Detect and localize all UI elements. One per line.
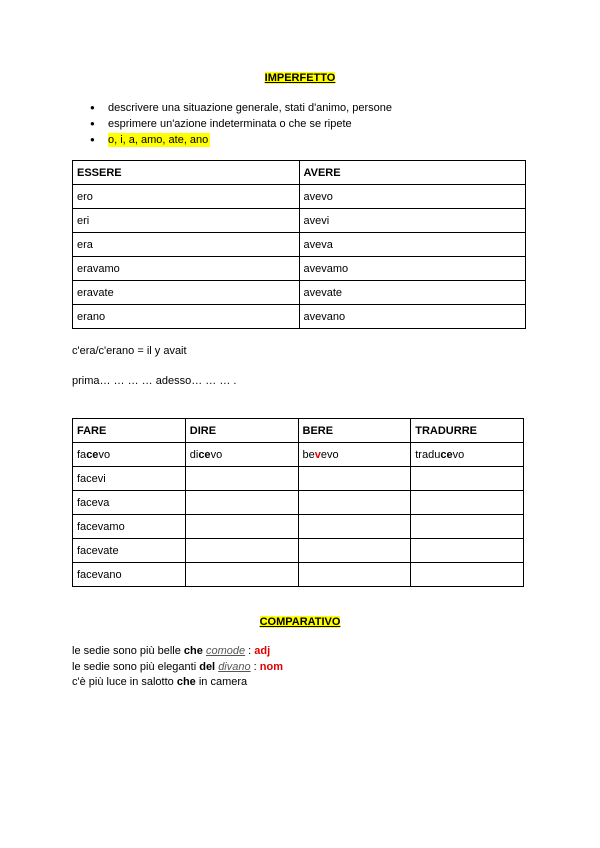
table-row [73, 563, 524, 587]
list-item-highlighted: ● o, i, a, amo, ate, ano [90, 133, 392, 149]
header-dire: DIRE [185, 419, 298, 443]
table-header-row [73, 419, 524, 443]
cell: facevate [73, 539, 186, 563]
cell [185, 467, 298, 491]
cell-traducevo: traducevo [411, 443, 524, 467]
header-tradurre: TRADURRE [411, 419, 524, 443]
cell: avevi [299, 209, 526, 233]
cell [411, 491, 524, 515]
imperfetto-title: IMPERFETTO [264, 72, 336, 84]
table-row [73, 467, 524, 491]
list-item: ● esprimere un'azione indeterminata o che se ripete [90, 117, 392, 133]
cell [185, 491, 298, 515]
comparativo-title: COMPARATIVO [259, 616, 341, 628]
cell [411, 515, 524, 539]
table-row [73, 281, 526, 305]
imperfetto-bullet-list [90, 101, 392, 149]
cell [411, 563, 524, 587]
table-row [73, 209, 526, 233]
prima-adesso-note: prima… … … … adesso… … … . [72, 375, 237, 387]
cell [185, 563, 298, 587]
cell: eravamo [73, 257, 300, 281]
cell [411, 539, 524, 563]
table-row [73, 515, 524, 539]
cell: faceva [73, 491, 186, 515]
essere-avere-table [72, 160, 526, 329]
cell: erano [73, 305, 300, 329]
table-row [73, 233, 526, 257]
comparativo-line-3: c'è più luce in salotto che in camera [72, 676, 248, 688]
cell: aveva [299, 233, 526, 257]
cell [298, 563, 411, 587]
table-row [73, 257, 526, 281]
cell [298, 467, 411, 491]
list-item: ● descrivere una situazione generale, stati d'animo, persone [90, 101, 392, 117]
cell: avevano [299, 305, 526, 329]
header-essere: ESSERE [73, 161, 300, 185]
cell: avevate [299, 281, 526, 305]
table-header-row [73, 161, 526, 185]
cell: facevano [73, 563, 186, 587]
table-row [73, 539, 524, 563]
cell [298, 491, 411, 515]
cell [411, 467, 524, 491]
cera-note: c'era/c'erano = il y avait [72, 345, 187, 357]
comparativo-line-2: le sedie sono più eleganti del divano : nom [72, 661, 284, 673]
cell: avevo [299, 185, 526, 209]
cell [185, 539, 298, 563]
cell [185, 515, 298, 539]
header-fare: FARE [73, 419, 186, 443]
cell [298, 515, 411, 539]
table-row [73, 443, 524, 467]
cell: era [73, 233, 300, 257]
table-row [73, 305, 526, 329]
cell-facevo: facevo [73, 443, 186, 467]
cell-dicevo: dicevo [185, 443, 298, 467]
cell: facevi [73, 467, 186, 491]
cell-bevevo: bevevo [298, 443, 411, 467]
header-avere: AVERE [299, 161, 526, 185]
cell: eri [73, 209, 300, 233]
header-bere: BERE [298, 419, 411, 443]
table-row [73, 185, 526, 209]
cell: avevamo [299, 257, 526, 281]
cell: facevamo [73, 515, 186, 539]
cell: eravate [73, 281, 300, 305]
cell [298, 539, 411, 563]
irregular-verbs-table [72, 418, 524, 587]
table-row [73, 491, 524, 515]
comparativo-line-1: le sedie sono più belle che comode : adj [72, 645, 271, 657]
cell: ero [73, 185, 300, 209]
